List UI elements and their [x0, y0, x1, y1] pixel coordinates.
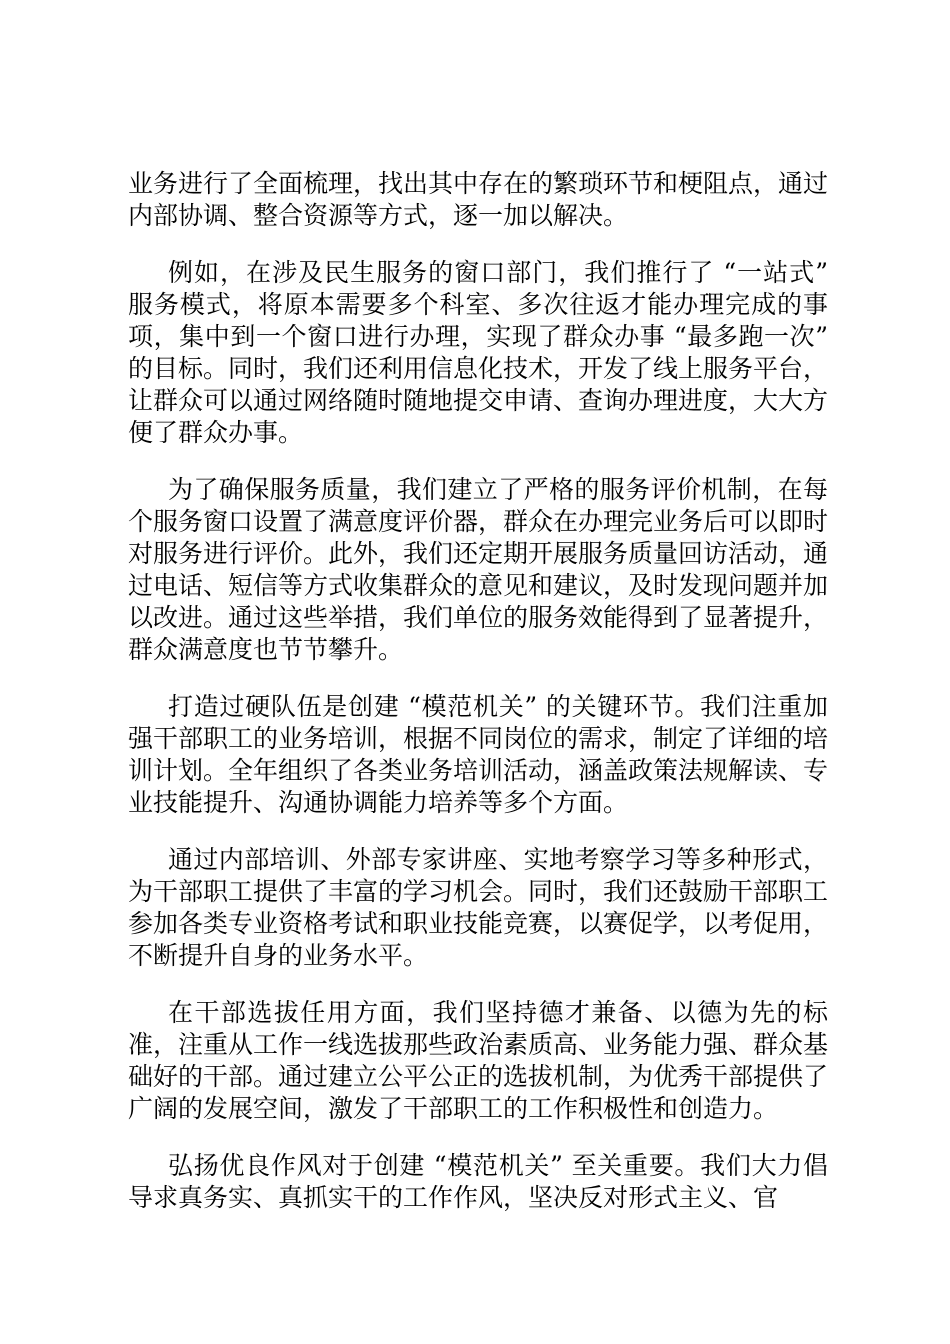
paragraph-4: 打造过硬队伍是创建 “模范机关” 的关键环节。我们注重加强干部职工的业务培训，根据不同岗位的需求，制定了详细的培训计划。全年组织了各类业务培训活动，涵盖政策法规解读、专业技能提升、沟通协调能力培养等多个方面。: [128, 692, 829, 817]
paragraph-7: 弘扬优良作风对于创建 “模范机关” 至关重要。我们大力倡导求真务实、真抓实干的工作作风，坚决反对形式主义、官: [128, 1151, 828, 1212]
paragraph-1: 业务进行了全面梳理，找出其中存在的繁琐环节和梗阻点，通过内部协调、整合资源等方式，逐一加以解决。: [128, 169, 829, 230]
paragraph-5: 通过内部培训、外部专家讲座、实地考察学习等多种形式，为干部职工提供了丰富的学习机会。同时，我们还鼓励干部职工参加各类专业资格考试和职业技能竞赛，以赛促学，以考促用，不断提升自身的业务水平。: [128, 845, 829, 970]
paragraph-2: 例如，在涉及民生服务的窗口部门，我们推行了 “一站式” 服务模式，将原本需要多个科室、多次往返才能办理完成的事项，集中到一个窗口进行办理，实现了群众办事 “最多跑一次” 的目标。同时，我们还利用信息化技术，开发了线上服务平台，让群众可以通过网络随时随地提交申请、查询办理进度，大大方便了群众办事。: [128, 258, 829, 447]
document-body: [128, 168, 828, 1239]
paragraph-6: 在干部选拔任用方面，我们坚持德才兼备、以德为先的标准，注重从工作一线选拔那些政治素质高、业务能力强、群众基础好的干部。通过建立公平公正的选拔机制，为优秀干部提供了广阔的发展空间，激发了干部职工的工作积极性和创造力。: [128, 998, 829, 1123]
paragraph-3: 为了确保服务质量，我们建立了严格的服务评价机制，在每个服务窗口设置了满意度评价器，群众在办理完业务后可以即时对服务进行评价。此外，我们还定期开展服务质量回访活动，通过电话、短信等方式收集群众的意见和建议，及时发现问题并加以改进。通过这些举措，我们单位的服务效能得到了显著提升，群众满意度也节节攀升。: [128, 475, 829, 664]
